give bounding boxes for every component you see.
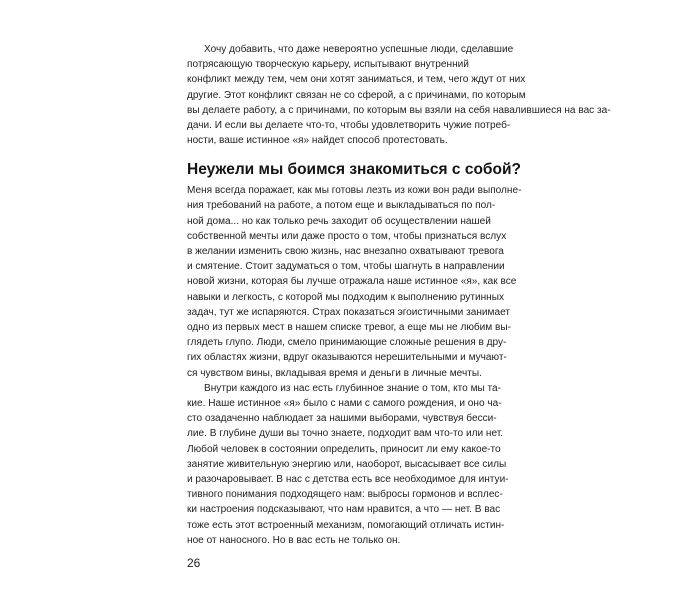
- paragraph-3-line-8: тивного понимания подходящего нам: выбросы гормонов и всплес-: [187, 489, 503, 501]
- paragraph-2-line-3: ной дома... но как только речь заходит об осуществлении нашей: [187, 215, 491, 227]
- paragraph-2-line-4: собственной мечты или даже просто о том, чтобы признаться вслух: [187, 230, 507, 242]
- paragraph-1-line-6: дачи. И если вы делаете что-то, чтобы удовлетворить чужие потреб-: [187, 119, 511, 131]
- paragraph-1-line-7: ности, ваше истинное «я» найдет способ протестовать.: [187, 135, 448, 147]
- paragraph-2-line-1: Меня всегда поражает, как мы готовы лезть из кожи вон ради выполне-: [187, 185, 522, 197]
- paragraph-3-line-7: и разочаровывает. В нас с детства есть все необходимое для интуи-: [187, 474, 509, 485]
- paragraph-2-line-11: глядеть глупо. Люди, смело принимающие сложные решения в дру-: [187, 337, 507, 349]
- paragraph-1-line-5: вы делаете работу, а с причинами, по которым вы взяли на себя навалившиеся на вас за-: [187, 104, 611, 116]
- paragraph-2-line-10: одно из первых мест в нашем списке тревог, а еще мы не любим вы-: [187, 322, 511, 333]
- paragraph-3-line-4: лие. В глубине души вы точно знаете, подходит вам что-то или нет.: [187, 428, 504, 440]
- paragraph-3-line-6: занятие живительную энергию или, наоборот, высасывает все силы: [187, 458, 507, 470]
- paragraph-3-line-9: ки настроения подсказывают, что нам нравится, а что — нет. В вас: [187, 504, 501, 516]
- paragraph-2-line-13: ся чувством вины, вкладывая время и деньги в личные мечты.: [187, 367, 482, 379]
- paragraph-3-line-5: Любой человек в состоянии определить, приносит ли ему какое-то: [187, 443, 501, 455]
- paragraph-1-line-1: Хочу добавить, что даже невероятно успешные люди, сделавшие: [204, 44, 514, 55]
- section-heading: Неужели мы боимся знакомиться с собой?: [187, 160, 521, 178]
- paragraph-2-line-7: новой жизни, которая бы лучше отражала наше истинное «я», как все: [187, 276, 517, 288]
- paragraph-3-line-3: сто озадаченно наблюдает за нашими выборами, чувствуя бесси-: [187, 413, 497, 425]
- paragraph-2-line-6: и смятение. Стоит задуматься о том, чтобы шагнуть в направлении: [187, 261, 505, 273]
- paragraph-2-line-12: гих областях жизни, вдруг оказываются нерешительными и мучают-: [187, 352, 507, 364]
- paragraph-3-line-10: тоже есть этот встроенный механизм, помогающий отличать истин-: [187, 519, 505, 531]
- paragraph-1-line-2: потрясающую творческую карьеру, испытывают внутренний: [187, 59, 469, 71]
- paragraph-2-line-9: задач, тут же испаряются. Страх показаться эгоистичными занимает: [187, 306, 510, 318]
- paragraph-2-line-2: ния требований на работе, а потом еще и выкладываться по пол-: [187, 200, 496, 212]
- paragraph-3-line-11: ное от наносного. Но в вас есть не только он.: [187, 534, 401, 546]
- paragraph-2-line-8: навыки и легкость, с которой мы подходим к выполнению рутинных: [187, 291, 505, 303]
- paragraph-3-line-2: кие. Наше истинное «я» было с нами с самого рождения, и оно ча-: [187, 398, 502, 409]
- paragraph-1-line-3: конфликт между тем, чем они хотят заниматься, и тем, чего ждут от них: [187, 74, 526, 86]
- page-number: 26: [187, 556, 201, 570]
- paragraph-1-line-4: другие. Этот конфликт связан не со сферой, а с причинами, по которым: [187, 89, 526, 101]
- paragraph-2-line-5: в желании изменить свою жизнь, нас внезапно охватывают тревога: [187, 246, 504, 258]
- paragraph-3-line-1: Внутри каждого из нас есть глубинное знание о том, кто мы та-: [204, 382, 501, 394]
